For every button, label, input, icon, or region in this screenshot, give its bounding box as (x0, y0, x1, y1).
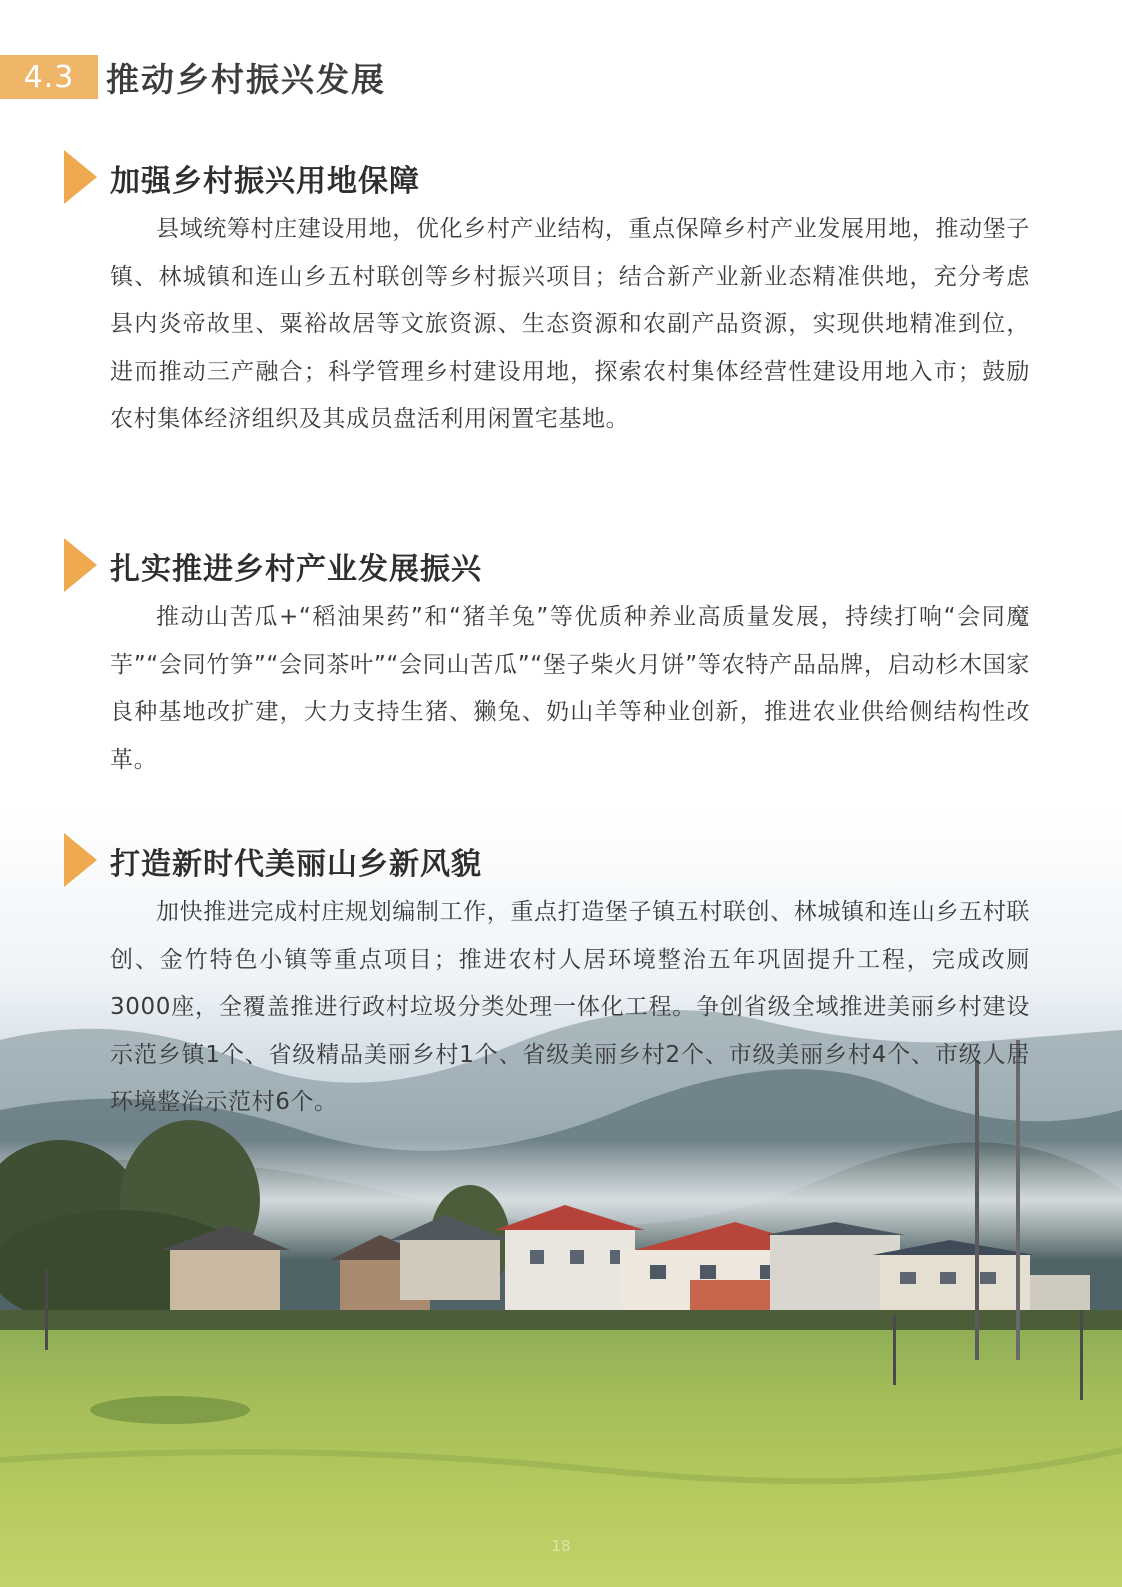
subsection-beautiful-countryside (0, 833, 1122, 1115)
subsection-heading (0, 833, 1122, 889)
subsection-body: 加快推进完成村庄规划编制工作，重点打造堡子镇五村联创、林城镇和连山乡五村联创、金竹特色小镇等重点项目；推进农村人居环境整治五年巩固提升工程，完成改厕3000座，全覆盖推进行政村垃圾分类处理一体化工程。争创省级全域推进美丽乡村建设示范乡镇1个、省级精品美丽乡村1个、省级美丽乡村2个、市级美丽乡村4个、市级人居环境整治示范村6个。 (110, 899, 1030, 1115)
subsection-industry-revitalization (0, 538, 1122, 773)
subsection-body: 县域统筹村庄建设用地，优化乡村产业结构，重点保障乡村产业发展用地，推动堡子镇、林城镇和连山乡五村联创等乡村振兴项目；结合新产业新业态精准供地，充分考虑县内炎帝故里、粟裕故居等文旅资源、生态资源和农副产品资源，实现供地精准到位，进而推动三产融合；科学管理乡村建设用地，探索农村集体经营性建设用地入市；鼓励农村集体经济组织及其成员盘活利用闲置宅基地。 (110, 216, 1030, 432)
section-title: 推动乡村振兴发展 (106, 59, 386, 99)
triangle-right-icon (64, 833, 97, 887)
triangle-right-icon (64, 150, 97, 204)
subsection-title: 加强乡村振兴用地保障 (110, 164, 420, 199)
section-header (0, 55, 386, 99)
subsection-body: 推动山苦瓜+“稻油果药”和“猪羊兔”等优质种养业高质量发展，持续打响“会同魔芋”“会同竹笋”“会同茶叶”“会同山苦瓜”“堡子柴火月饼”等农特产品品牌，启动杉木国家良种基地改扩建，大力支持生猪、獭兔、奶山羊等种业创新，推进农业供给侧结构性改革。 (110, 604, 1030, 773)
subsection-title: 扎实推进乡村产业发展振兴 (110, 552, 482, 587)
subsection-heading (0, 150, 1122, 206)
subsection-land-guarantee (0, 150, 1122, 432)
section-number-badge: 4.3 (0, 55, 98, 99)
subsection-title: 打造新时代美丽山乡新风貌 (110, 847, 482, 882)
triangle-right-icon (64, 538, 97, 592)
subsection-heading (0, 538, 1122, 594)
page-number: 18 (551, 1537, 571, 1555)
